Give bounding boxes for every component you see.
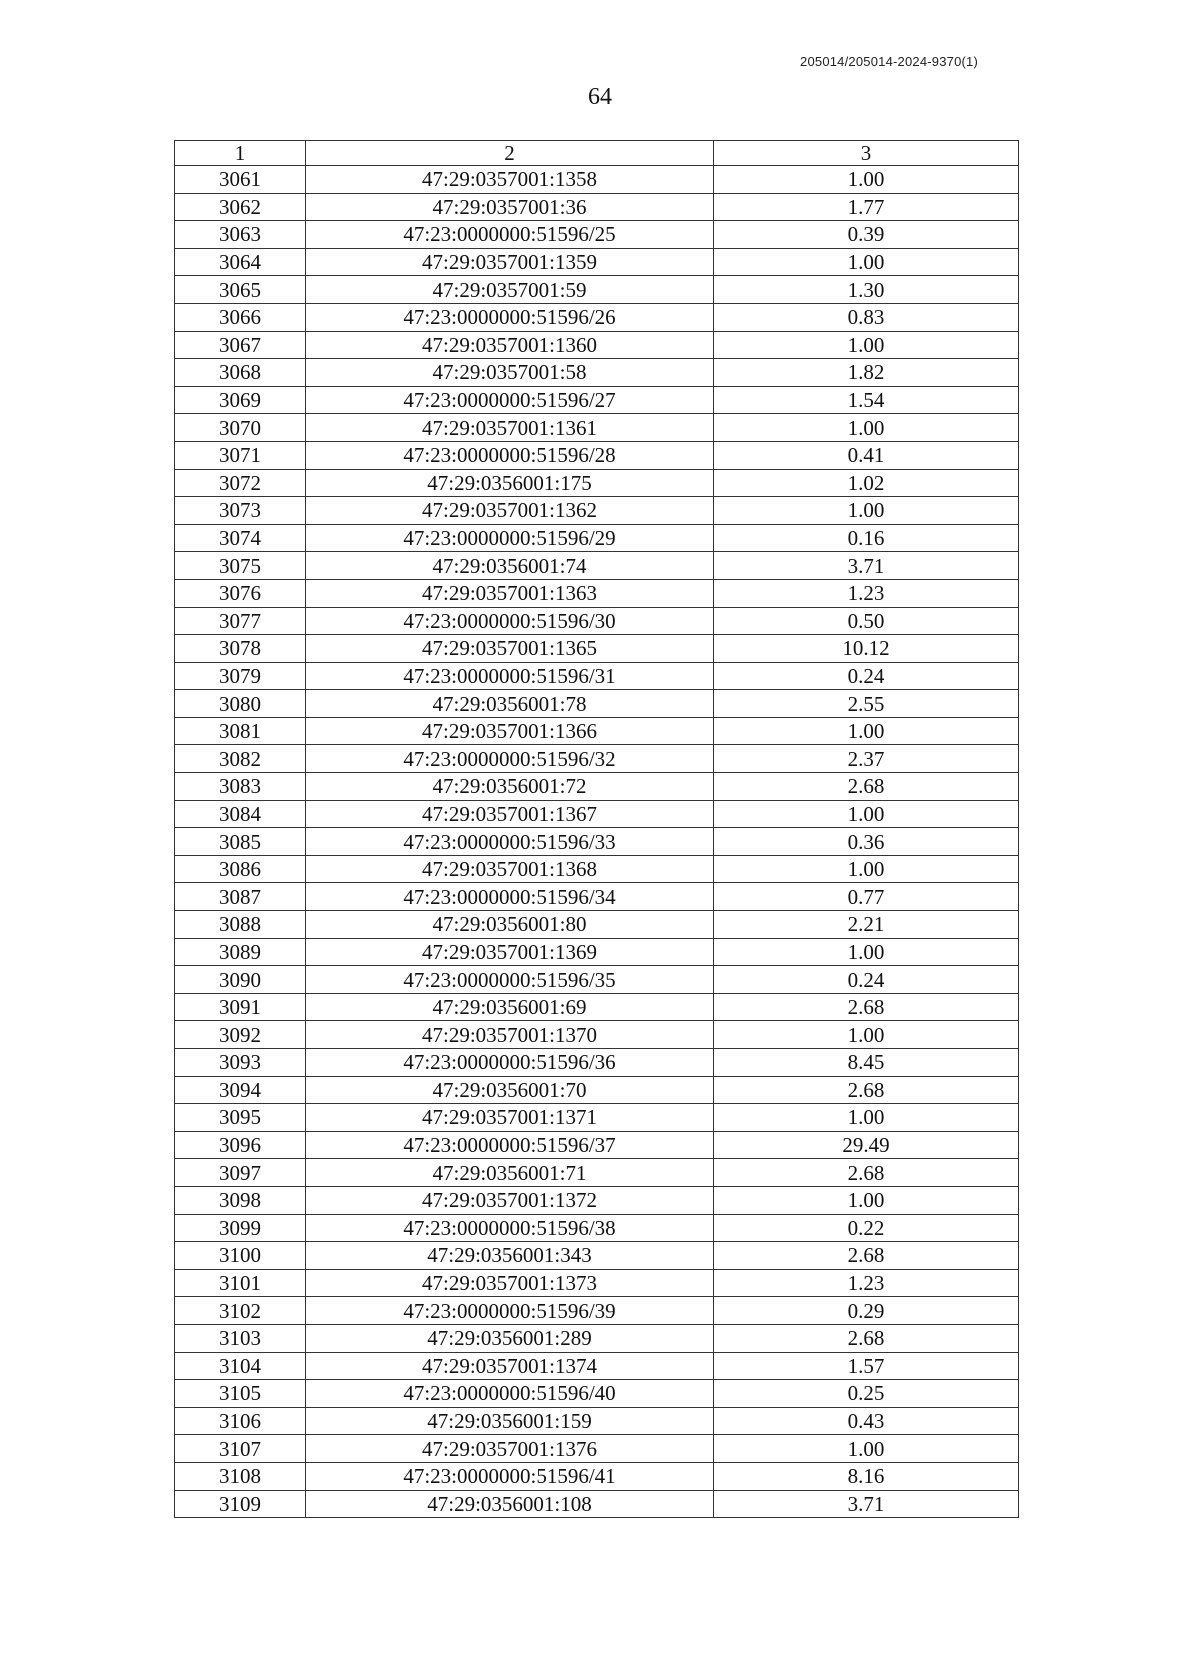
value-cell: 0.43 — [714, 1407, 1019, 1435]
cadastral-number-cell: 47:23:0000000:51596/36 — [306, 1049, 714, 1077]
table-row — [175, 579, 1019, 607]
cadastral-number-cell: 47:23:0000000:51596/33 — [306, 828, 714, 856]
row-number-cell: 3100 — [175, 1242, 306, 1270]
value-cell: 1.82 — [714, 359, 1019, 387]
value-cell: 2.55 — [714, 690, 1019, 718]
row-number-cell: 3083 — [175, 773, 306, 801]
table-row — [175, 745, 1019, 773]
table-row — [175, 662, 1019, 690]
value-cell: 1.00 — [714, 1435, 1019, 1463]
row-number-cell: 3062 — [175, 193, 306, 221]
row-number-cell: 3074 — [175, 524, 306, 552]
row-number-cell: 3069 — [175, 386, 306, 414]
table-row — [175, 1324, 1019, 1352]
table-row — [175, 248, 1019, 276]
page-number: 64 — [588, 84, 612, 110]
value-cell: 1.00 — [714, 248, 1019, 276]
table-row — [175, 166, 1019, 194]
table-row — [175, 1104, 1019, 1132]
row-number-cell: 3064 — [175, 248, 306, 276]
value-cell: 10.12 — [714, 635, 1019, 663]
cadastral-number-cell: 47:23:0000000:51596/35 — [306, 966, 714, 994]
value-cell: 2.68 — [714, 1242, 1019, 1270]
row-number-cell: 3076 — [175, 579, 306, 607]
cadastral-number-cell: 47:29:0357001:1373 — [306, 1269, 714, 1297]
value-cell: 1.30 — [714, 276, 1019, 304]
cadastral-number-cell: 47:23:0000000:51596/37 — [306, 1131, 714, 1159]
row-number-cell: 3106 — [175, 1407, 306, 1435]
value-cell: 0.83 — [714, 303, 1019, 331]
table-row — [175, 690, 1019, 718]
row-number-cell: 3086 — [175, 855, 306, 883]
cadastral-number-cell: 47:29:0356001:343 — [306, 1242, 714, 1270]
row-number-cell: 3093 — [175, 1049, 306, 1077]
row-number-cell: 3067 — [175, 331, 306, 359]
value-cell: 1.00 — [714, 166, 1019, 194]
value-cell: 2.68 — [714, 1076, 1019, 1104]
row-number-cell: 3090 — [175, 966, 306, 994]
row-number-cell: 3094 — [175, 1076, 306, 1104]
value-cell: 1.77 — [714, 193, 1019, 221]
column-header-3: 3 — [714, 141, 1019, 166]
value-cell: 1.00 — [714, 1186, 1019, 1214]
table-row — [175, 193, 1019, 221]
cadastral-number-cell: 47:29:0357001:1372 — [306, 1186, 714, 1214]
row-number-cell: 3095 — [175, 1104, 306, 1132]
value-cell: 1.00 — [714, 1021, 1019, 1049]
value-cell: 0.77 — [714, 883, 1019, 911]
row-number-cell: 3099 — [175, 1214, 306, 1242]
table-row — [175, 497, 1019, 525]
row-number-cell: 3089 — [175, 938, 306, 966]
row-number-cell: 3081 — [175, 717, 306, 745]
table-row — [175, 303, 1019, 331]
cadastral-number-cell: 47:29:0357001:36 — [306, 193, 714, 221]
table-row — [175, 635, 1019, 663]
cadastral-number-cell: 47:29:0357001:1376 — [306, 1435, 714, 1463]
cadastral-number-cell: 47:23:0000000:51596/39 — [306, 1297, 714, 1325]
value-cell: 2.37 — [714, 745, 1019, 773]
row-number-cell: 3105 — [175, 1380, 306, 1408]
row-number-cell: 3073 — [175, 497, 306, 525]
cadastral-number-cell: 47:23:0000000:51596/40 — [306, 1380, 714, 1408]
row-number-cell: 3087 — [175, 883, 306, 911]
value-cell: 2.68 — [714, 993, 1019, 1021]
table-header-row — [175, 141, 1019, 166]
cadastral-number-cell: 47:23:0000000:51596/31 — [306, 662, 714, 690]
value-cell: 2.68 — [714, 1159, 1019, 1187]
cadastral-number-cell: 47:29:0357001:1365 — [306, 635, 714, 663]
table-row — [175, 1214, 1019, 1242]
table-row — [175, 469, 1019, 497]
value-cell: 2.68 — [714, 773, 1019, 801]
value-cell: 0.25 — [714, 1380, 1019, 1408]
row-number-cell: 3079 — [175, 662, 306, 690]
value-cell: 0.36 — [714, 828, 1019, 856]
row-number-cell: 3068 — [175, 359, 306, 387]
cadastral-number-cell: 47:23:0000000:51596/32 — [306, 745, 714, 773]
data-table — [174, 140, 1019, 1518]
value-cell: 1.00 — [714, 938, 1019, 966]
table-row — [175, 800, 1019, 828]
table-row — [175, 855, 1019, 883]
row-number-cell: 3097 — [175, 1159, 306, 1187]
table-row — [175, 1462, 1019, 1490]
cadastral-number-cell: 47:29:0356001:74 — [306, 552, 714, 580]
cadastral-number-cell: 47:29:0356001:70 — [306, 1076, 714, 1104]
cadastral-number-cell: 47:29:0356001:78 — [306, 690, 714, 718]
cadastral-number-cell: 47:29:0356001:108 — [306, 1490, 714, 1518]
cadastral-number-cell: 47:23:0000000:51596/34 — [306, 883, 714, 911]
row-number-cell: 3075 — [175, 552, 306, 580]
table-row — [175, 1352, 1019, 1380]
row-number-cell: 3085 — [175, 828, 306, 856]
cadastral-number-cell: 47:23:0000000:51596/29 — [306, 524, 714, 552]
row-number-cell: 3063 — [175, 221, 306, 249]
table-row — [175, 1186, 1019, 1214]
table-row — [175, 938, 1019, 966]
cadastral-number-cell: 47:29:0357001:1369 — [306, 938, 714, 966]
value-cell: 2.21 — [714, 911, 1019, 939]
table-row — [175, 441, 1019, 469]
cadastral-number-cell: 47:29:0357001:58 — [306, 359, 714, 387]
value-cell: 1.00 — [714, 855, 1019, 883]
row-number-cell: 3078 — [175, 635, 306, 663]
table-row — [175, 993, 1019, 1021]
value-cell: 8.45 — [714, 1049, 1019, 1077]
cadastral-number-cell: 47:29:0357001:1362 — [306, 497, 714, 525]
row-number-cell: 3102 — [175, 1297, 306, 1325]
row-number-cell: 3080 — [175, 690, 306, 718]
cadastral-number-cell: 47:29:0357001:59 — [306, 276, 714, 304]
table-row — [175, 1049, 1019, 1077]
table-row — [175, 386, 1019, 414]
row-number-cell: 3108 — [175, 1462, 306, 1490]
cadastral-number-cell: 47:29:0357001:1366 — [306, 717, 714, 745]
cadastral-number-cell: 47:29:0356001:69 — [306, 993, 714, 1021]
document-id: 205014/205014-2024-9370(1) — [800, 54, 978, 69]
table-row — [175, 607, 1019, 635]
value-cell: 0.39 — [714, 221, 1019, 249]
table-row — [175, 1159, 1019, 1187]
cadastral-number-cell: 47:23:0000000:51596/27 — [306, 386, 714, 414]
table-row — [175, 1297, 1019, 1325]
value-cell: 3.71 — [714, 1490, 1019, 1518]
table-row — [175, 1076, 1019, 1104]
table-row — [175, 1435, 1019, 1463]
table-row — [175, 331, 1019, 359]
cadastral-number-cell: 47:29:0357001:1363 — [306, 579, 714, 607]
table-row — [175, 414, 1019, 442]
row-number-cell: 3103 — [175, 1324, 306, 1352]
table-row — [175, 1380, 1019, 1408]
cadastral-number-cell: 47:29:0356001:80 — [306, 911, 714, 939]
table-row — [175, 966, 1019, 994]
table-row — [175, 773, 1019, 801]
cadastral-number-cell: 47:29:0357001:1360 — [306, 331, 714, 359]
value-cell: 1.00 — [714, 414, 1019, 442]
value-cell: 1.00 — [714, 717, 1019, 745]
row-number-cell: 3061 — [175, 166, 306, 194]
value-cell: 8.16 — [714, 1462, 1019, 1490]
row-number-cell: 3066 — [175, 303, 306, 331]
row-number-cell: 3101 — [175, 1269, 306, 1297]
value-cell: 1.00 — [714, 1104, 1019, 1132]
value-cell: 0.41 — [714, 441, 1019, 469]
cadastral-number-cell: 47:29:0357001:1374 — [306, 1352, 714, 1380]
value-cell: 1.54 — [714, 386, 1019, 414]
row-number-cell: 3077 — [175, 607, 306, 635]
value-cell: 1.00 — [714, 800, 1019, 828]
column-header-2: 2 — [306, 141, 714, 166]
cadastral-number-cell: 47:23:0000000:51596/30 — [306, 607, 714, 635]
value-cell: 1.57 — [714, 1352, 1019, 1380]
table-row — [175, 1131, 1019, 1159]
value-cell: 1.23 — [714, 579, 1019, 607]
value-cell: 0.50 — [714, 607, 1019, 635]
column-header-1: 1 — [175, 141, 306, 166]
cadastral-number-cell: 47:29:0357001:1361 — [306, 414, 714, 442]
cadastral-number-cell: 47:29:0356001:175 — [306, 469, 714, 497]
row-number-cell: 3084 — [175, 800, 306, 828]
table-row — [175, 221, 1019, 249]
table-body — [175, 141, 1019, 1518]
table-row — [175, 359, 1019, 387]
value-cell: 3.71 — [714, 552, 1019, 580]
row-number-cell: 3065 — [175, 276, 306, 304]
row-number-cell: 3109 — [175, 1490, 306, 1518]
table-row — [175, 552, 1019, 580]
row-number-cell: 3088 — [175, 911, 306, 939]
row-number-cell: 3072 — [175, 469, 306, 497]
cadastral-number-cell: 47:29:0356001:159 — [306, 1407, 714, 1435]
table-row — [175, 883, 1019, 911]
table-row — [175, 828, 1019, 856]
value-cell: 0.16 — [714, 524, 1019, 552]
table-row — [175, 1242, 1019, 1270]
value-cell: 29.49 — [714, 1131, 1019, 1159]
row-number-cell: 3107 — [175, 1435, 306, 1463]
value-cell: 1.00 — [714, 331, 1019, 359]
row-number-cell: 3096 — [175, 1131, 306, 1159]
row-number-cell: 3082 — [175, 745, 306, 773]
table-row — [175, 1490, 1019, 1518]
cadastral-number-cell: 47:29:0357001:1358 — [306, 166, 714, 194]
row-number-cell: 3091 — [175, 993, 306, 1021]
value-cell: 1.23 — [714, 1269, 1019, 1297]
value-cell: 0.24 — [714, 662, 1019, 690]
cadastral-number-cell: 47:29:0356001:72 — [306, 773, 714, 801]
table-row — [175, 524, 1019, 552]
table-row — [175, 911, 1019, 939]
cadastral-number-cell: 47:29:0356001:71 — [306, 1159, 714, 1187]
value-cell: 0.24 — [714, 966, 1019, 994]
table-row — [175, 276, 1019, 304]
cadastral-number-cell: 47:23:0000000:51596/28 — [306, 441, 714, 469]
cadastral-number-cell: 47:29:0357001:1368 — [306, 855, 714, 883]
value-cell: 0.29 — [714, 1297, 1019, 1325]
row-number-cell: 3104 — [175, 1352, 306, 1380]
table-row — [175, 1021, 1019, 1049]
cadastral-number-cell: 47:29:0357001:1371 — [306, 1104, 714, 1132]
row-number-cell: 3071 — [175, 441, 306, 469]
table-row — [175, 1407, 1019, 1435]
table-row — [175, 717, 1019, 745]
row-number-cell: 3092 — [175, 1021, 306, 1049]
value-cell: 2.68 — [714, 1324, 1019, 1352]
cadastral-number-cell: 47:23:0000000:51596/26 — [306, 303, 714, 331]
value-cell: 1.02 — [714, 469, 1019, 497]
cadastral-number-cell: 47:23:0000000:51596/38 — [306, 1214, 714, 1242]
value-cell: 1.00 — [714, 497, 1019, 525]
cadastral-number-cell: 47:29:0357001:1370 — [306, 1021, 714, 1049]
cadastral-number-cell: 47:29:0357001:1367 — [306, 800, 714, 828]
value-cell: 0.22 — [714, 1214, 1019, 1242]
row-number-cell: 3070 — [175, 414, 306, 442]
cadastral-number-cell: 47:23:0000000:51596/41 — [306, 1462, 714, 1490]
cadastral-number-cell: 47:23:0000000:51596/25 — [306, 221, 714, 249]
cadastral-number-cell: 47:29:0356001:289 — [306, 1324, 714, 1352]
row-number-cell: 3098 — [175, 1186, 306, 1214]
cadastral-number-cell: 47:29:0357001:1359 — [306, 248, 714, 276]
table-row — [175, 1269, 1019, 1297]
